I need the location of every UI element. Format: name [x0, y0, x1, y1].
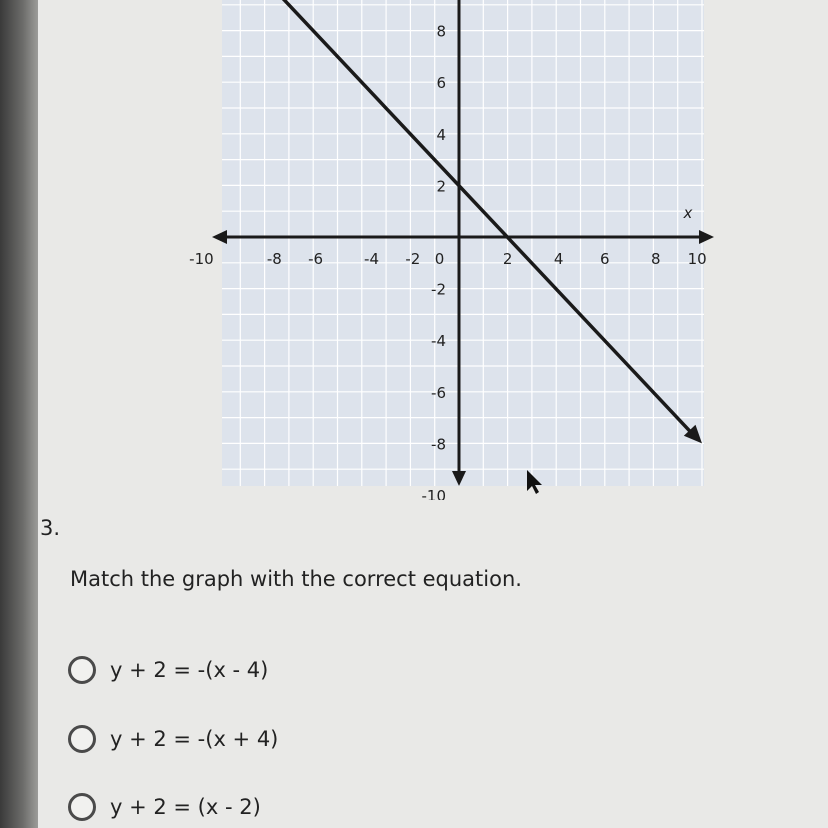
x-tick-label: 10	[687, 250, 707, 268]
x-tick-label: -4	[364, 250, 380, 268]
x-axis-right-arrow	[699, 230, 714, 244]
x-tick-label: -8	[266, 250, 282, 268]
graph-background	[222, 0, 704, 486]
option-label: y + 2 = -(x + 4)	[110, 727, 279, 751]
x-tick-label: -10	[189, 250, 214, 268]
y-tick-label: 2	[436, 177, 446, 196]
question-prompt: Match the graph with the correct equation.	[70, 567, 522, 591]
y-tick-label: -10	[421, 487, 446, 500]
answer-option-3[interactable]	[68, 792, 261, 822]
y-tick-label: 4	[436, 125, 446, 144]
x-tick-label: 6	[600, 250, 610, 268]
answer-option-1[interactable]	[68, 655, 268, 685]
answer-option-2[interactable]	[68, 724, 278, 754]
x-axis-left-arrow	[212, 230, 227, 244]
y-tick-label: -4	[431, 332, 446, 351]
y-tick-label: 8	[436, 22, 446, 41]
x-tick-label: -6	[308, 250, 324, 268]
x-axis-label: x	[683, 204, 693, 222]
y-tick-label: 6	[436, 74, 446, 93]
x-tick-label: -2	[405, 250, 421, 268]
question-number: 3.	[40, 516, 61, 540]
option-label: y + 2 = -(x - 4)	[110, 658, 269, 682]
option-label: y + 2 = (x - 2)	[110, 795, 261, 819]
radio-button[interactable]	[68, 793, 96, 821]
x-tick-label: 8	[651, 250, 661, 268]
y-tick-label: -2	[431, 280, 446, 299]
radio-button[interactable]	[68, 656, 96, 684]
x-tick-label: 0	[434, 250, 445, 268]
x-tick-label: 4	[553, 250, 564, 268]
y-tick-label: -6	[431, 383, 446, 402]
x-tick-label: 2	[502, 250, 513, 268]
y-tick-label: -8	[431, 435, 446, 454]
radio-button[interactable]	[68, 725, 96, 753]
